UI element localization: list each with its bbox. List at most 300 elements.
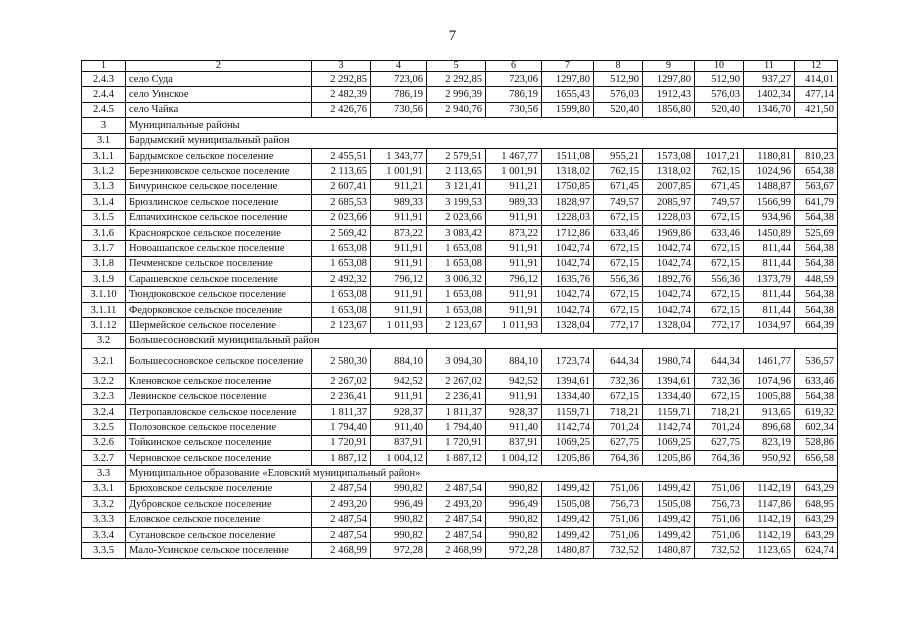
- value-cell: 942,52: [486, 374, 542, 389]
- settlement-name: Сугановское сельское поселение: [126, 527, 312, 542]
- section-title: Муниципальные районы: [126, 118, 838, 133]
- value-cell: 1969,86: [643, 225, 695, 240]
- value-cell: 1635,76: [542, 272, 594, 287]
- table-row: [82, 287, 838, 302]
- value-cell: 837,91: [371, 435, 427, 450]
- value-cell: 1712,86: [542, 225, 594, 240]
- value-cell: 989,33: [486, 195, 542, 210]
- value-cell: 823,19: [744, 435, 795, 450]
- value-cell: 873,22: [371, 225, 427, 240]
- settlement-name: Петропавловское сельское поселение: [126, 404, 312, 419]
- value-cell: 619,32: [795, 404, 838, 419]
- settlement-name: Кленовское сельское поселение: [126, 374, 312, 389]
- value-cell: 633,46: [795, 374, 838, 389]
- value-cell: 564,38: [795, 287, 838, 302]
- row-code: 3.1.9: [82, 272, 126, 287]
- value-cell: 1 653,08: [427, 302, 486, 317]
- value-cell: 643,29: [795, 527, 838, 542]
- value-cell: 1480,87: [542, 543, 594, 558]
- column-number-header: 8: [594, 61, 643, 72]
- row-code: 3.2.6: [82, 435, 126, 450]
- table-row: [82, 318, 838, 333]
- value-cell: 1 653,08: [312, 241, 371, 256]
- value-cell: 3 083,42: [427, 225, 486, 240]
- value-cell: 672,15: [695, 302, 744, 317]
- value-cell: 911,91: [371, 256, 427, 271]
- value-cell: 1042,74: [643, 302, 695, 317]
- value-cell: 911,91: [486, 389, 542, 404]
- value-cell: 911,91: [486, 256, 542, 271]
- row-code: 3.1.1: [82, 148, 126, 163]
- settlement-name: Полозовское сельское поселение: [126, 420, 312, 435]
- value-cell: 811,44: [744, 287, 795, 302]
- table-row: [82, 450, 838, 465]
- value-cell: 648,95: [795, 497, 838, 512]
- value-cell: 990,82: [486, 527, 542, 542]
- value-cell: 2007,85: [643, 179, 695, 194]
- value-cell: 786,19: [486, 87, 542, 102]
- value-cell: 2 487,54: [312, 512, 371, 527]
- value-cell: 672,15: [594, 302, 643, 317]
- table-row: [82, 497, 838, 512]
- settlement-name: Березниковское сельское поселение: [126, 164, 312, 179]
- value-cell: 1912,43: [643, 87, 695, 102]
- table-row: [82, 148, 838, 163]
- settlement-name: Мало-Усинское сельское поселение: [126, 543, 312, 558]
- value-cell: 937,27: [744, 72, 795, 87]
- value-cell: 772,17: [695, 318, 744, 333]
- value-cell: 911,91: [486, 287, 542, 302]
- section-title: Большесосновский муниципальный район: [126, 333, 838, 348]
- settlement-name: Тойкинское сельское поселение: [126, 435, 312, 450]
- value-cell: 1394,61: [643, 374, 695, 389]
- value-cell: 911,40: [371, 420, 427, 435]
- value-cell: 928,37: [371, 404, 427, 419]
- value-cell: 756,73: [594, 497, 643, 512]
- table-row: [82, 374, 838, 389]
- row-code: 3.2.7: [82, 450, 126, 465]
- value-cell: 990,82: [371, 481, 427, 496]
- value-cell: 564,38: [795, 256, 838, 271]
- value-cell: 1228,03: [643, 210, 695, 225]
- value-cell: 421,50: [795, 102, 838, 117]
- value-cell: 1042,74: [643, 256, 695, 271]
- value-cell: 1655,43: [542, 87, 594, 102]
- value-cell: 996,49: [371, 497, 427, 512]
- settlement-name: Тюндюковское сельское поселение: [126, 287, 312, 302]
- value-cell: 1042,74: [643, 287, 695, 302]
- value-cell: 811,44: [744, 302, 795, 317]
- table-row: [82, 87, 838, 102]
- settlement-name: село Чайка: [126, 102, 312, 117]
- value-cell: 2 123,67: [312, 318, 371, 333]
- row-code: 3.3: [82, 466, 126, 481]
- value-cell: 751,06: [695, 527, 744, 542]
- value-cell: 2 113,65: [312, 164, 371, 179]
- value-cell: 1069,25: [643, 435, 695, 450]
- settlement-name: Брюзлинское сельское поселение: [126, 195, 312, 210]
- value-cell: 2 996,39: [427, 87, 486, 102]
- value-cell: 1 011,93: [486, 318, 542, 333]
- value-cell: 990,82: [486, 481, 542, 496]
- settlement-name: Брюховское сельское поселение: [126, 481, 312, 496]
- value-cell: 564,38: [795, 302, 838, 317]
- value-cell: 1573,08: [643, 148, 695, 163]
- value-cell: 2 236,41: [427, 389, 486, 404]
- value-cell: 2 023,66: [427, 210, 486, 225]
- row-code: 3.1.8: [82, 256, 126, 271]
- value-cell: 1892,76: [643, 272, 695, 287]
- value-cell: 520,40: [695, 102, 744, 117]
- value-cell: 811,44: [744, 241, 795, 256]
- value-cell: 1499,42: [643, 481, 695, 496]
- table-row: [82, 272, 838, 287]
- value-cell: 2 292,85: [312, 72, 371, 87]
- value-cell: 1499,42: [542, 527, 594, 542]
- value-cell: 672,15: [594, 389, 643, 404]
- row-code: 3.1: [82, 133, 126, 148]
- settlement-name: Большесосновское сельское поселение: [126, 349, 312, 374]
- value-cell: 990,82: [486, 512, 542, 527]
- table-row: [82, 389, 838, 404]
- value-cell: 1 653,08: [312, 302, 371, 317]
- column-number-header: 7: [542, 61, 594, 72]
- column-number-header: 9: [643, 61, 695, 72]
- value-cell: 2 468,99: [427, 543, 486, 558]
- row-code: 3.1.10: [82, 287, 126, 302]
- table-row: [82, 543, 838, 558]
- value-cell: 1328,04: [542, 318, 594, 333]
- value-cell: 723,06: [486, 72, 542, 87]
- value-cell: 1 653,08: [427, 241, 486, 256]
- value-cell: 602,34: [795, 420, 838, 435]
- value-cell: 627,75: [695, 435, 744, 450]
- value-cell: 1 887,12: [427, 450, 486, 465]
- section-title: Бардымский муниципальный район: [126, 133, 838, 148]
- value-cell: 911,91: [371, 389, 427, 404]
- value-cell: 563,67: [795, 179, 838, 194]
- value-cell: 564,38: [795, 241, 838, 256]
- value-cell: 990,82: [371, 527, 427, 542]
- value-cell: 672,15: [594, 210, 643, 225]
- value-cell: 2 487,54: [427, 512, 486, 527]
- value-cell: 2 113,65: [427, 164, 486, 179]
- value-cell: 2 493,20: [312, 497, 371, 512]
- value-cell: 884,10: [371, 349, 427, 374]
- value-cell: 2 292,85: [427, 72, 486, 87]
- value-cell: 730,56: [371, 102, 427, 117]
- value-cell: 1499,42: [643, 512, 695, 527]
- row-code: 3.1.4: [82, 195, 126, 210]
- value-cell: 1297,80: [643, 72, 695, 87]
- value-cell: 732,36: [695, 374, 744, 389]
- table-row: [82, 225, 838, 240]
- value-cell: 1297,80: [542, 72, 594, 87]
- value-cell: 772,17: [594, 318, 643, 333]
- table-row: [82, 179, 838, 194]
- value-cell: 1334,40: [643, 389, 695, 404]
- table-row: [82, 210, 838, 225]
- value-cell: 911,91: [486, 302, 542, 317]
- value-cell: 3 006,32: [427, 272, 486, 287]
- value-cell: 564,38: [795, 389, 838, 404]
- value-cell: 1069,25: [542, 435, 594, 450]
- value-cell: 633,46: [594, 225, 643, 240]
- page-number: 7: [448, 28, 457, 44]
- tariff-table: [81, 60, 838, 559]
- value-cell: 1 794,40: [427, 420, 486, 435]
- value-cell: 756,73: [695, 497, 744, 512]
- value-cell: 633,46: [695, 225, 744, 240]
- value-cell: 1005,88: [744, 389, 795, 404]
- value-cell: 1 653,08: [427, 287, 486, 302]
- value-cell: 2 482,39: [312, 87, 371, 102]
- value-cell: 1074,96: [744, 374, 795, 389]
- value-cell: 764,36: [695, 450, 744, 465]
- value-cell: 641,79: [795, 195, 838, 210]
- value-cell: 1159,71: [542, 404, 594, 419]
- value-cell: 2 455,51: [312, 148, 371, 163]
- value-cell: 2 426,76: [312, 102, 371, 117]
- row-code: 3.3.3: [82, 512, 126, 527]
- value-cell: 1 653,08: [427, 256, 486, 271]
- value-cell: 972,28: [371, 543, 427, 558]
- value-cell: 796,12: [486, 272, 542, 287]
- settlement-name: Еловское сельское поселение: [126, 512, 312, 527]
- column-number-header: 2: [126, 61, 312, 72]
- section-row: [82, 133, 838, 148]
- settlement-name: Красноярское сельское поселение: [126, 225, 312, 240]
- value-cell: 2 493,20: [427, 497, 486, 512]
- value-cell: 1142,74: [542, 420, 594, 435]
- row-code: 3.1.12: [82, 318, 126, 333]
- section-row: [82, 466, 838, 481]
- value-cell: 1017,21: [695, 148, 744, 163]
- value-cell: 1228,03: [542, 210, 594, 225]
- value-cell: 525,69: [795, 225, 838, 240]
- settlement-name: Новоашапское сельское поселение: [126, 241, 312, 256]
- value-cell: 654,38: [795, 164, 838, 179]
- value-cell: 2 123,67: [427, 318, 486, 333]
- value-cell: 3 121,41: [427, 179, 486, 194]
- value-cell: 1142,19: [744, 512, 795, 527]
- value-cell: 950,92: [744, 450, 795, 465]
- value-cell: 2 267,02: [427, 374, 486, 389]
- column-number-header: 12: [795, 61, 838, 72]
- value-cell: 972,28: [486, 543, 542, 558]
- value-cell: 884,10: [486, 349, 542, 374]
- row-code: 3.1.5: [82, 210, 126, 225]
- value-cell: 2 569,42: [312, 225, 371, 240]
- value-cell: 1142,74: [643, 420, 695, 435]
- table-row: [82, 349, 838, 374]
- value-cell: 1394,61: [542, 374, 594, 389]
- value-cell: 1 811,37: [427, 404, 486, 419]
- row-code: 3: [82, 118, 126, 133]
- value-cell: 1205,86: [643, 450, 695, 465]
- value-cell: 672,15: [594, 241, 643, 256]
- row-code: 3.3.5: [82, 543, 126, 558]
- value-cell: 796,12: [371, 272, 427, 287]
- row-code: 3.1.7: [82, 241, 126, 256]
- value-cell: 672,15: [695, 241, 744, 256]
- value-cell: 751,06: [594, 527, 643, 542]
- value-cell: 520,40: [594, 102, 643, 117]
- value-cell: 762,15: [594, 164, 643, 179]
- value-cell: 942,52: [371, 374, 427, 389]
- row-code: 2.4.5: [82, 102, 126, 117]
- column-number-header: 6: [486, 61, 542, 72]
- value-cell: 1 794,40: [312, 420, 371, 435]
- value-cell: 1499,42: [542, 481, 594, 496]
- value-cell: 2 580,30: [312, 349, 371, 374]
- row-code: 3.3.2: [82, 497, 126, 512]
- value-cell: 564,38: [795, 210, 838, 225]
- settlement-name: Елпачихинское сельское поселение: [126, 210, 312, 225]
- value-cell: 1373,79: [744, 272, 795, 287]
- section-title: Муниципальное образование «Еловский муниципальный район»: [126, 466, 838, 481]
- value-cell: 672,15: [695, 389, 744, 404]
- value-cell: 1328,04: [643, 318, 695, 333]
- value-cell: 1 343,77: [371, 148, 427, 163]
- row-code: 3.1.3: [82, 179, 126, 194]
- value-cell: 928,37: [486, 404, 542, 419]
- value-cell: 1 004,12: [486, 450, 542, 465]
- value-cell: 672,15: [695, 287, 744, 302]
- column-number-header: 5: [427, 61, 486, 72]
- table-row: [82, 102, 838, 117]
- value-cell: 718,21: [594, 404, 643, 419]
- value-cell: 672,15: [594, 287, 643, 302]
- value-cell: 1318,02: [542, 164, 594, 179]
- settlement-name: Печменское сельское поселение: [126, 256, 312, 271]
- value-cell: 1 011,93: [371, 318, 427, 333]
- value-cell: 751,06: [594, 512, 643, 527]
- table-row: [82, 256, 838, 271]
- value-cell: 2 685,53: [312, 195, 371, 210]
- value-cell: 624,74: [795, 543, 838, 558]
- value-cell: 1142,19: [744, 527, 795, 542]
- settlement-name: Федорковское сельское поселение: [126, 302, 312, 317]
- value-cell: 913,65: [744, 404, 795, 419]
- value-cell: 643,29: [795, 481, 838, 496]
- row-code: 3.2.4: [82, 404, 126, 419]
- value-cell: 751,06: [695, 512, 744, 527]
- value-cell: 448,59: [795, 272, 838, 287]
- value-cell: 1723,74: [542, 349, 594, 374]
- value-cell: 2 607,41: [312, 179, 371, 194]
- settlement-name: Бичуринское сельское поселение: [126, 179, 312, 194]
- value-cell: 3 199,53: [427, 195, 486, 210]
- value-cell: 701,24: [594, 420, 643, 435]
- value-cell: 896,68: [744, 420, 795, 435]
- value-cell: 1042,74: [542, 241, 594, 256]
- table-row: [82, 435, 838, 450]
- section-row: [82, 118, 838, 133]
- value-cell: 536,57: [795, 349, 838, 374]
- row-code: 3.2.2: [82, 374, 126, 389]
- value-cell: 576,03: [695, 87, 744, 102]
- value-cell: 730,56: [486, 102, 542, 117]
- value-cell: 732,52: [594, 543, 643, 558]
- value-cell: 911,91: [486, 210, 542, 225]
- value-cell: 1147,86: [744, 497, 795, 512]
- value-cell: 576,03: [594, 87, 643, 102]
- value-cell: 1123,65: [744, 543, 795, 558]
- value-cell: 1505,08: [643, 497, 695, 512]
- value-cell: 2 267,02: [312, 374, 371, 389]
- value-cell: 512,90: [695, 72, 744, 87]
- row-code: 3.1.11: [82, 302, 126, 317]
- value-cell: 1 467,77: [486, 148, 542, 163]
- value-cell: 1499,42: [542, 512, 594, 527]
- value-cell: 1828,97: [542, 195, 594, 210]
- value-cell: 672,15: [594, 256, 643, 271]
- value-cell: 1 887,12: [312, 450, 371, 465]
- value-cell: 414,01: [795, 72, 838, 87]
- settlement-name: село Суда: [126, 72, 312, 87]
- settlement-name: Шермейское сельское поселение: [126, 318, 312, 333]
- table-row: [82, 195, 838, 210]
- value-cell: 1599,80: [542, 102, 594, 117]
- value-cell: 512,90: [594, 72, 643, 87]
- value-cell: 911,91: [371, 287, 427, 302]
- table-row: [82, 302, 838, 317]
- value-cell: 911,91: [371, 241, 427, 256]
- value-cell: 3 094,30: [427, 349, 486, 374]
- value-cell: 810,23: [795, 148, 838, 163]
- value-cell: 1750,85: [542, 179, 594, 194]
- table-row: [82, 404, 838, 419]
- value-cell: 556,36: [594, 272, 643, 287]
- value-cell: 672,15: [695, 256, 744, 271]
- row-code: 3.3.1: [82, 481, 126, 496]
- value-cell: 749,57: [695, 195, 744, 210]
- value-cell: 749,57: [594, 195, 643, 210]
- table-row: [82, 241, 838, 256]
- row-code: 2.4.3: [82, 72, 126, 87]
- settlement-name: Сарашевское сельское поселение: [126, 272, 312, 287]
- value-cell: 955,21: [594, 148, 643, 163]
- value-cell: 911,40: [486, 420, 542, 435]
- table-row: [82, 164, 838, 179]
- row-code: 3.1.2: [82, 164, 126, 179]
- value-cell: 1402,34: [744, 87, 795, 102]
- value-cell: 751,06: [594, 481, 643, 496]
- row-code: 3.1.6: [82, 225, 126, 240]
- column-number-header: 1: [82, 61, 126, 72]
- value-cell: 732,52: [695, 543, 744, 558]
- row-code: 2.4.4: [82, 87, 126, 102]
- value-cell: 1346,70: [744, 102, 795, 117]
- value-cell: 2 579,51: [427, 148, 486, 163]
- column-number-header: 10: [695, 61, 744, 72]
- value-cell: 1488,87: [744, 179, 795, 194]
- table-row: [82, 527, 838, 542]
- value-cell: 656,58: [795, 450, 838, 465]
- settlement-name: Бардымское сельское поселение: [126, 148, 312, 163]
- row-code: 3.2.5: [82, 420, 126, 435]
- table-row: [82, 481, 838, 496]
- value-cell: 911,91: [486, 241, 542, 256]
- value-cell: 644,34: [695, 349, 744, 374]
- value-cell: 996,49: [486, 497, 542, 512]
- value-cell: 1566,99: [744, 195, 795, 210]
- value-cell: 911,91: [371, 210, 427, 225]
- value-cell: 2 487,54: [312, 527, 371, 542]
- value-cell: 989,33: [371, 195, 427, 210]
- value-cell: 671,45: [695, 179, 744, 194]
